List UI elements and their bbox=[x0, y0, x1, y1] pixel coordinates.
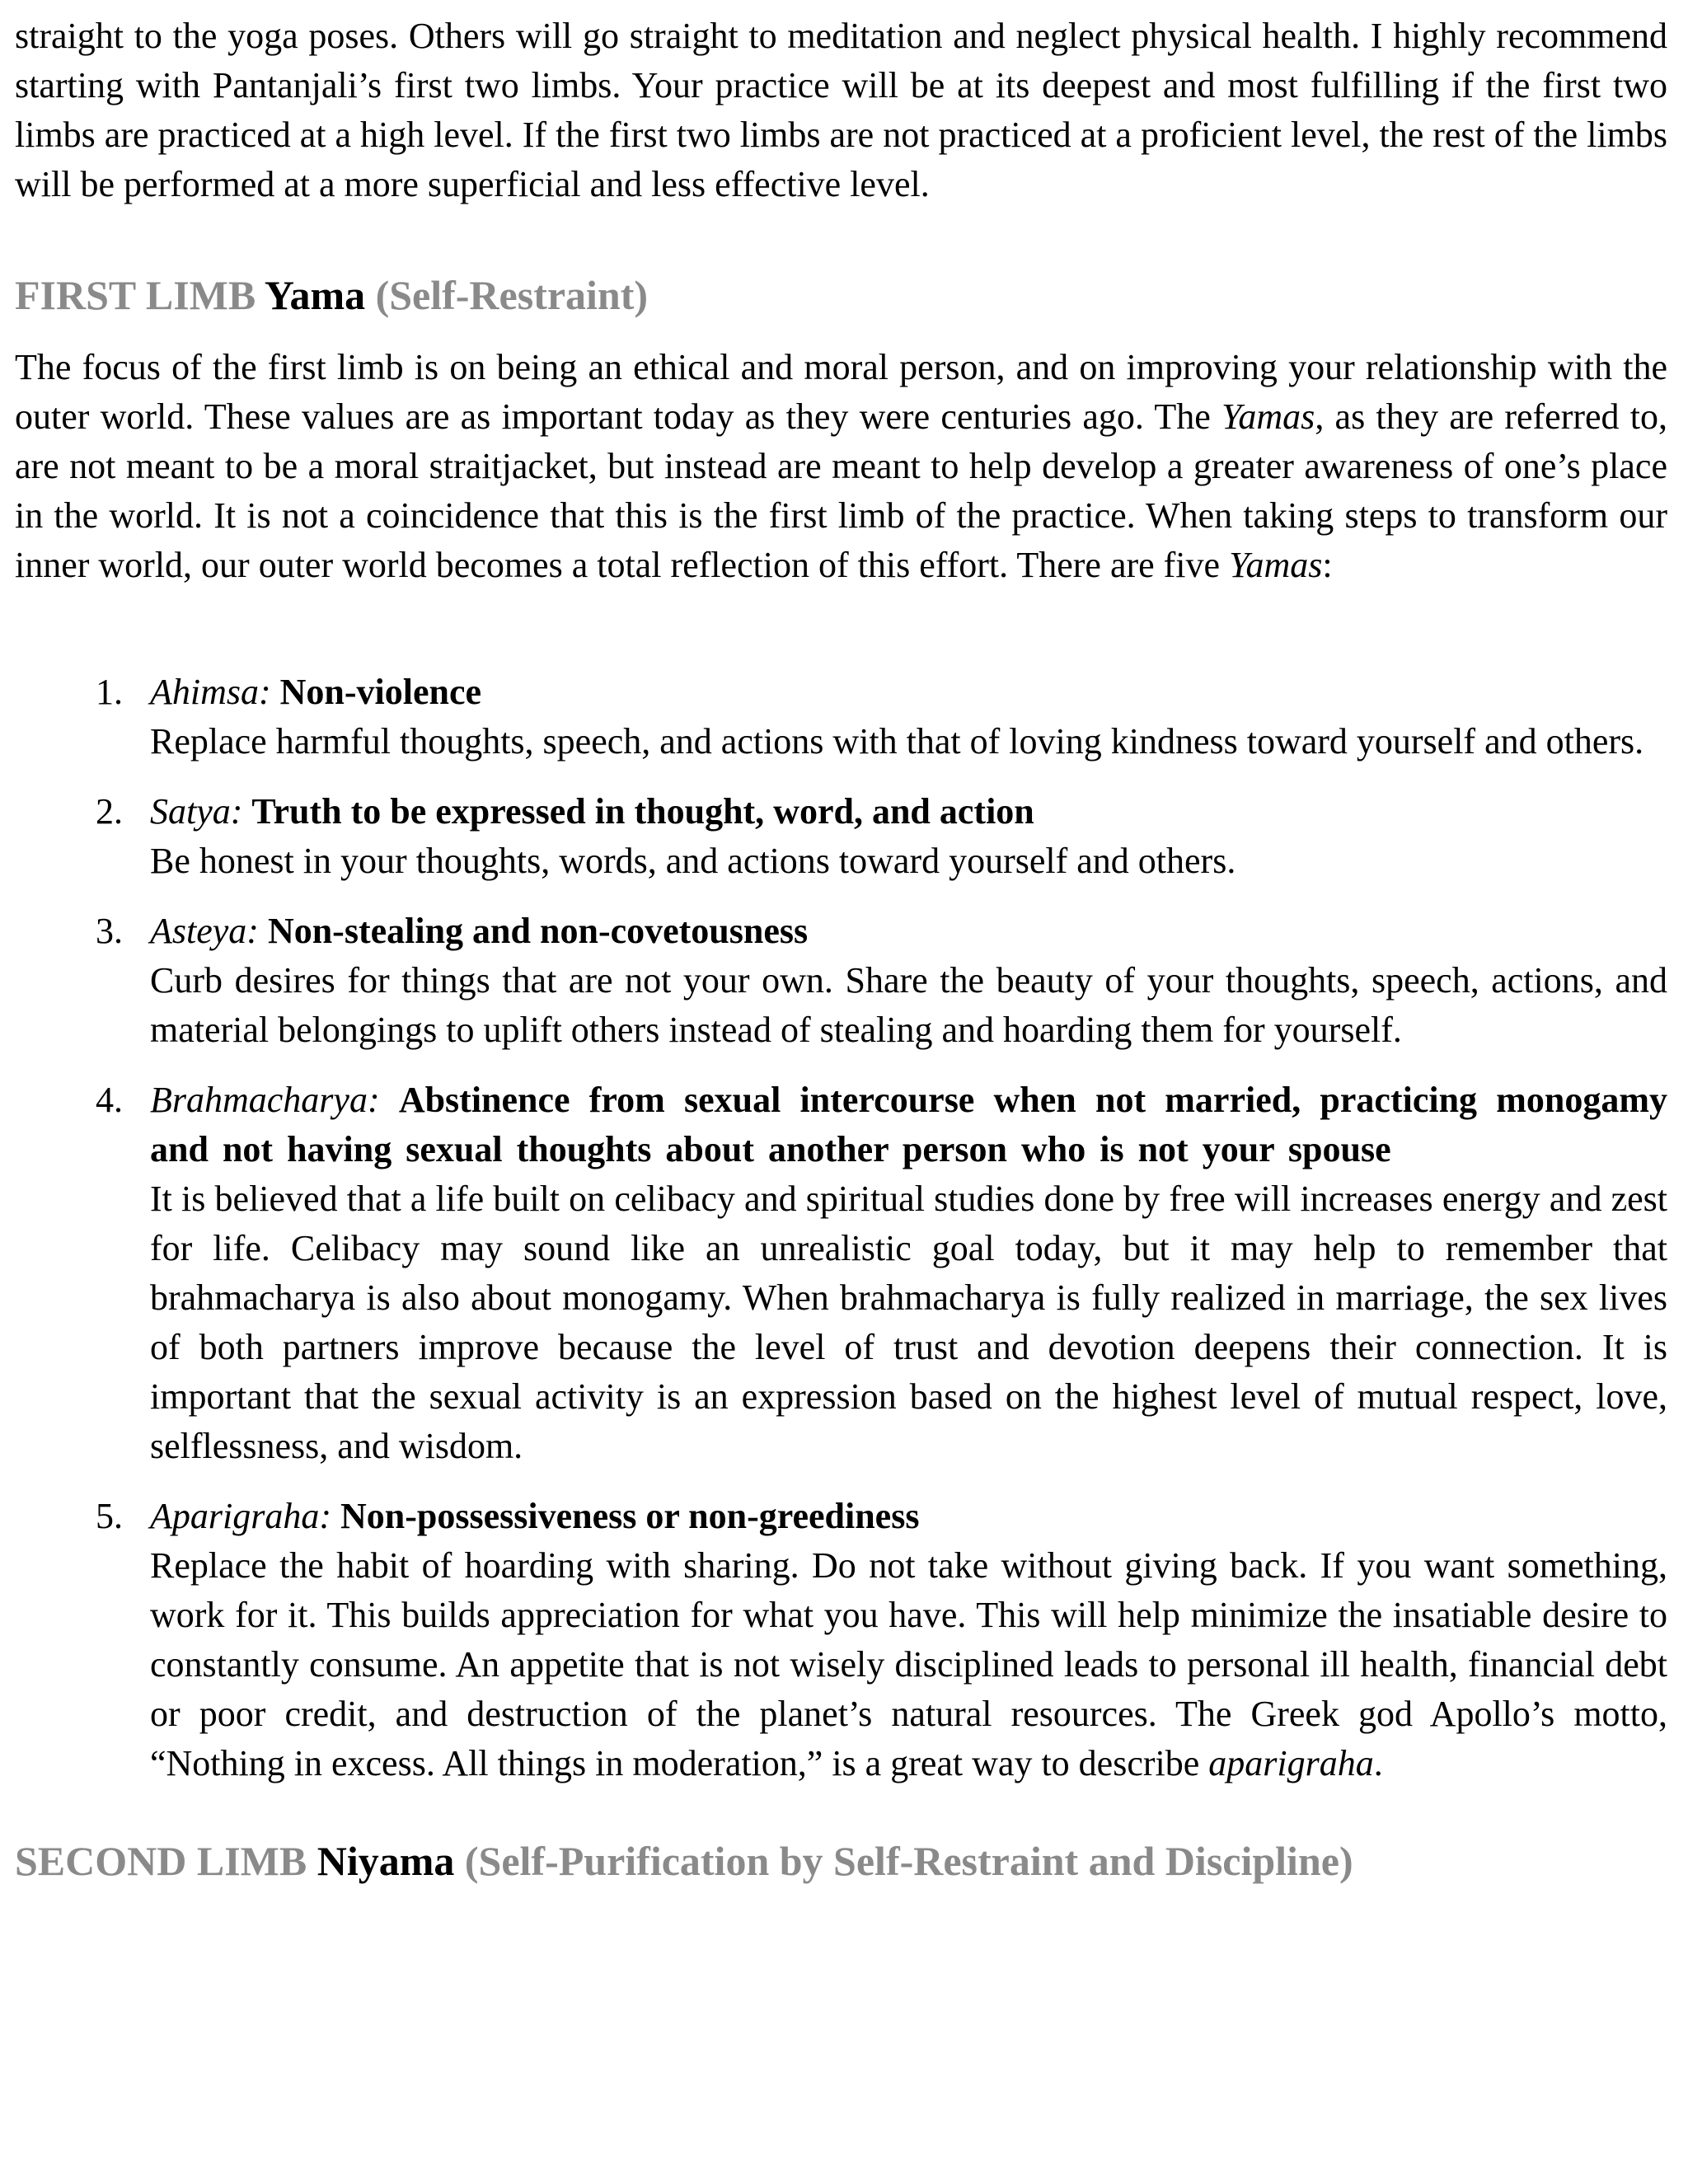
first-limb-paragraph bbox=[15, 343, 1667, 590]
list-item-number: 2. bbox=[96, 791, 123, 832]
first-limb-text-part1: The focus of the first limb is on being an ethical and moral person, and on improving your relationship with the outer world. These values are as important today as they were centuries ago. The bbox=[15, 347, 1667, 437]
list-item-aparigraha bbox=[15, 1492, 1667, 1788]
first-limb-term-yamas: Yamas bbox=[1221, 396, 1315, 437]
yama-term: Asteya: bbox=[150, 911, 259, 951]
yama-description bbox=[150, 1541, 1667, 1788]
yama-description: Curb desires for things that are not your own. Share the beauty of your thoughts, speech, actions, and material belongings to uplift others instead of stealing and hoarding them for yourself. bbox=[150, 960, 1667, 1050]
list-item-number: 3. bbox=[96, 911, 123, 951]
list-item-heading bbox=[150, 787, 1667, 837]
yama-meaning: Non-possessiveness or non-greediness bbox=[340, 1496, 920, 1536]
list-item-heading bbox=[150, 1076, 1667, 1174]
yama-description: Be honest in your thoughts, words, and actions toward yourself and others. bbox=[150, 841, 1236, 881]
first-limb-label: FIRST LIMB bbox=[15, 272, 256, 318]
document-page bbox=[15, 0, 1667, 1886]
yama-meaning: Non-stealing and non-covetousness bbox=[267, 911, 809, 951]
list-item-brahmacharya bbox=[15, 1076, 1667, 1471]
first-limb-name: Yama bbox=[264, 272, 366, 318]
first-limb-term-yamas-2: Yamas bbox=[1229, 545, 1323, 585]
list-item-number: 4. bbox=[96, 1080, 123, 1120]
second-limb-name: Niyama bbox=[316, 1838, 455, 1884]
list-item-satya bbox=[15, 787, 1667, 886]
first-limb-subtitle: (Self-Restraint) bbox=[375, 272, 649, 318]
list-item-number: 5. bbox=[96, 1496, 123, 1536]
list-item-ahimsa bbox=[15, 668, 1667, 766]
yama-description-end: . bbox=[1373, 1743, 1383, 1783]
yama-description-term: aparigraha bbox=[1208, 1743, 1374, 1783]
second-limb-label: SECOND LIMB bbox=[15, 1838, 307, 1884]
first-limb-heading bbox=[15, 270, 1667, 320]
intro-paragraph: straight to the yoga poses. Others will go straight to meditation and neglect physical health. I highly recommend starting with Pantanjali’s first two limbs. Your practice will be at its deepest and most fulfilling if the first two limbs are practiced at a high level. If the first two limbs are not practiced at a proficient level, the rest of the limbs will be performed at a more superficial and less effective level. bbox=[15, 16, 1667, 204]
second-limb-subtitle: (Self-Purification by Self-Restraint and Discipline) bbox=[464, 1838, 1353, 1884]
list-item-number: 1. bbox=[96, 672, 123, 712]
list-item-asteya bbox=[15, 907, 1667, 1055]
yama-meaning: Abstinence from sexual intercourse when not married, practicing monogamy and not having sexual thoughts about another person who is not your spouse bbox=[150, 1080, 1668, 1169]
list-item-heading bbox=[150, 1492, 1667, 1541]
first-limb-text-part3: : bbox=[1322, 545, 1333, 585]
first-limb-text-part2: , as they are referred to, are not meant to be a moral straitjacket, but instead are meant to help develop a greater awareness of one’s place in the world. It is not a coincidence that this is the first limb of the practice. When taking steps to transform our inner world, our outer world becomes a total reflection of this effort. There are five bbox=[15, 396, 1667, 585]
yama-meaning: Truth to be expressed in thought, word, and action bbox=[251, 791, 1034, 832]
second-limb-heading bbox=[15, 1836, 1667, 1886]
yama-term: Satya: bbox=[150, 791, 243, 832]
yama-term: Ahimsa: bbox=[150, 672, 271, 712]
yama-description-text: Replace the habit of hoarding with sharing. Do not take without giving back. If you want something, work for it. This builds appreciation for what you have. This will help minimize the insatiable desire to constantly consume. An appetite that is not wisely disciplined leads to personal ill health, financial debt or poor credit, and destruction of the planet’s natural resources. The Greek god Apollo’s motto, “Nothing in excess. All things in moderation,” is a great way to describe bbox=[150, 1545, 1667, 1783]
yama-meaning: Non-violence bbox=[279, 672, 482, 712]
yama-description: It is believed that a life built on celibacy and spiritual studies done by free will increases energy and zest for life. Celibacy may sound like an unrealistic goal today, but it may help to remember that brahmacharya is also about monogamy. When brahmacharya is fully realized in marriage, the sex lives of both partners improve because the level of trust and devotion deepens their connection. It is important that the sexual activity is an expression based on the highest level of mutual respect, love, selflessness, and wisdom. bbox=[150, 1179, 1667, 1466]
yama-description: Replace harmful thoughts, speech, and actions with that of loving kindness toward yourself and others. bbox=[150, 721, 1644, 762]
list-item-heading bbox=[150, 907, 1667, 956]
list-item-heading bbox=[150, 668, 1667, 717]
yama-term: Brahmacharya: bbox=[150, 1080, 380, 1120]
yamas-list bbox=[15, 668, 1667, 1788]
yama-term: Aparigraha: bbox=[150, 1496, 331, 1536]
